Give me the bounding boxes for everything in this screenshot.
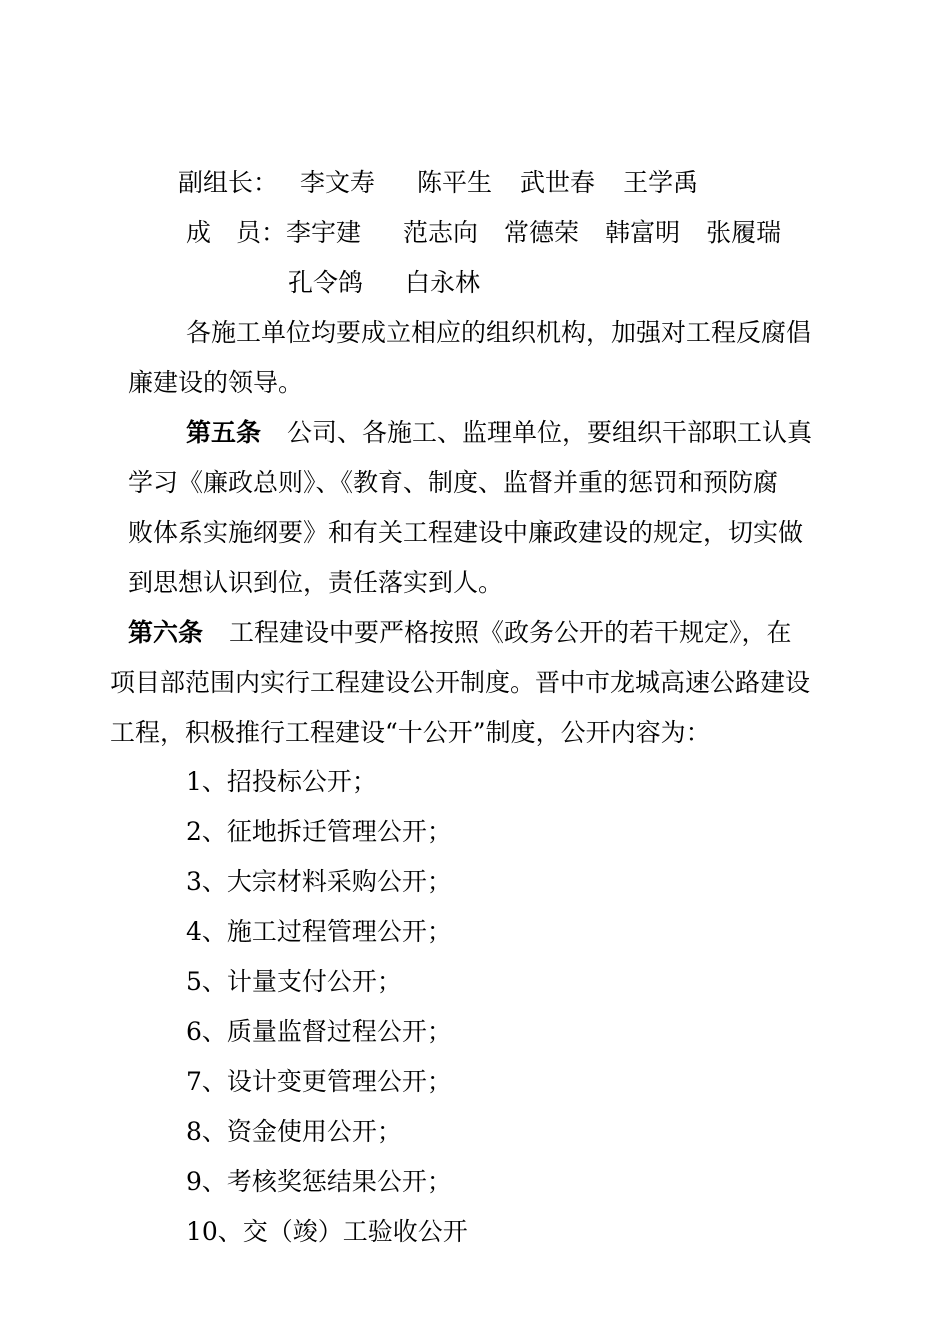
- deputy-leader-name: 王学禹: [623, 168, 699, 197]
- member-name: 范志向: [403, 218, 479, 247]
- member-name: 白永林: [405, 268, 481, 297]
- deputy-leaders-line: [178, 158, 698, 208]
- disclosure-list-item: 10、交（竣）工验收公开: [186, 1217, 468, 1246]
- article-5-line-3: 败体系实施纲要》和有关工程建设中廉政建设的规定，切实做: [128, 518, 804, 547]
- disclosure-list-item: 1、招投标公开；: [186, 767, 377, 796]
- members-line-1: [186, 208, 781, 258]
- disclosure-list-item: 7、设计变更管理公开；: [186, 1067, 452, 1096]
- deputy-leader-name: 武世春: [520, 168, 596, 197]
- members-line-2: [288, 258, 480, 308]
- member-name: 常德荣: [504, 218, 580, 247]
- member-name: 孔令鸽: [288, 268, 364, 297]
- disclosure-list-item: 3、大宗材料采购公开；: [186, 867, 452, 896]
- org-paragraph-line-2: 廉建设的领导。: [128, 368, 304, 397]
- article-6-text: 工程建设中要严格按照《政务公开的若干规定》，在: [229, 618, 792, 647]
- disclosure-list-item: 6、质量监督过程公开；: [186, 1017, 452, 1046]
- disclosure-list-item: 5、计量支付公开；: [186, 967, 402, 996]
- article-5-line-1: [186, 408, 812, 458]
- disclosure-list-item: 4、施工过程管理公开；: [186, 917, 452, 946]
- article-6-line-2: 项目部范围内实行工程建设公开制度。晋中市龙城高速公路建设: [110, 668, 811, 697]
- article-5-text: 公司、各施工、监理单位，要组织干部职工认真: [287, 418, 813, 447]
- article-6-heading: 第六条: [128, 618, 204, 647]
- deputy-leader-name: 陈平生: [417, 168, 493, 197]
- disclosure-list-item: 9、考核奖惩结果公开；: [186, 1167, 452, 1196]
- disclosure-list-item: 8、资金使用公开；: [186, 1117, 402, 1146]
- deputy-leaders-label: 副组长：: [178, 168, 279, 197]
- member-name: 韩富明: [605, 218, 681, 247]
- disclosure-list-item: 2、征地拆迁管理公开；: [186, 817, 452, 846]
- article-5-line-4: 到思想认识到位，责任落实到人。: [128, 568, 504, 597]
- member-name: 李宇建: [286, 218, 362, 247]
- member-name: 张履瑞: [706, 218, 782, 247]
- members-label: 成 员：: [186, 218, 287, 247]
- article-5-heading: 第五条: [186, 418, 262, 447]
- article-6-line-3: 工程，积极推行工程建设“十公开”制度，公开内容为：: [110, 718, 711, 747]
- article-6-line-1: [128, 608, 792, 658]
- article-5-line-2: 学习《廉政总则》、《教育、制度、监督并重的惩罚和预防腐: [128, 468, 779, 497]
- deputy-leader-name: 李文寿: [300, 168, 376, 197]
- org-paragraph-line-1: 各施工单位均要成立相应的组织机构，加强对工程反腐倡: [186, 318, 812, 347]
